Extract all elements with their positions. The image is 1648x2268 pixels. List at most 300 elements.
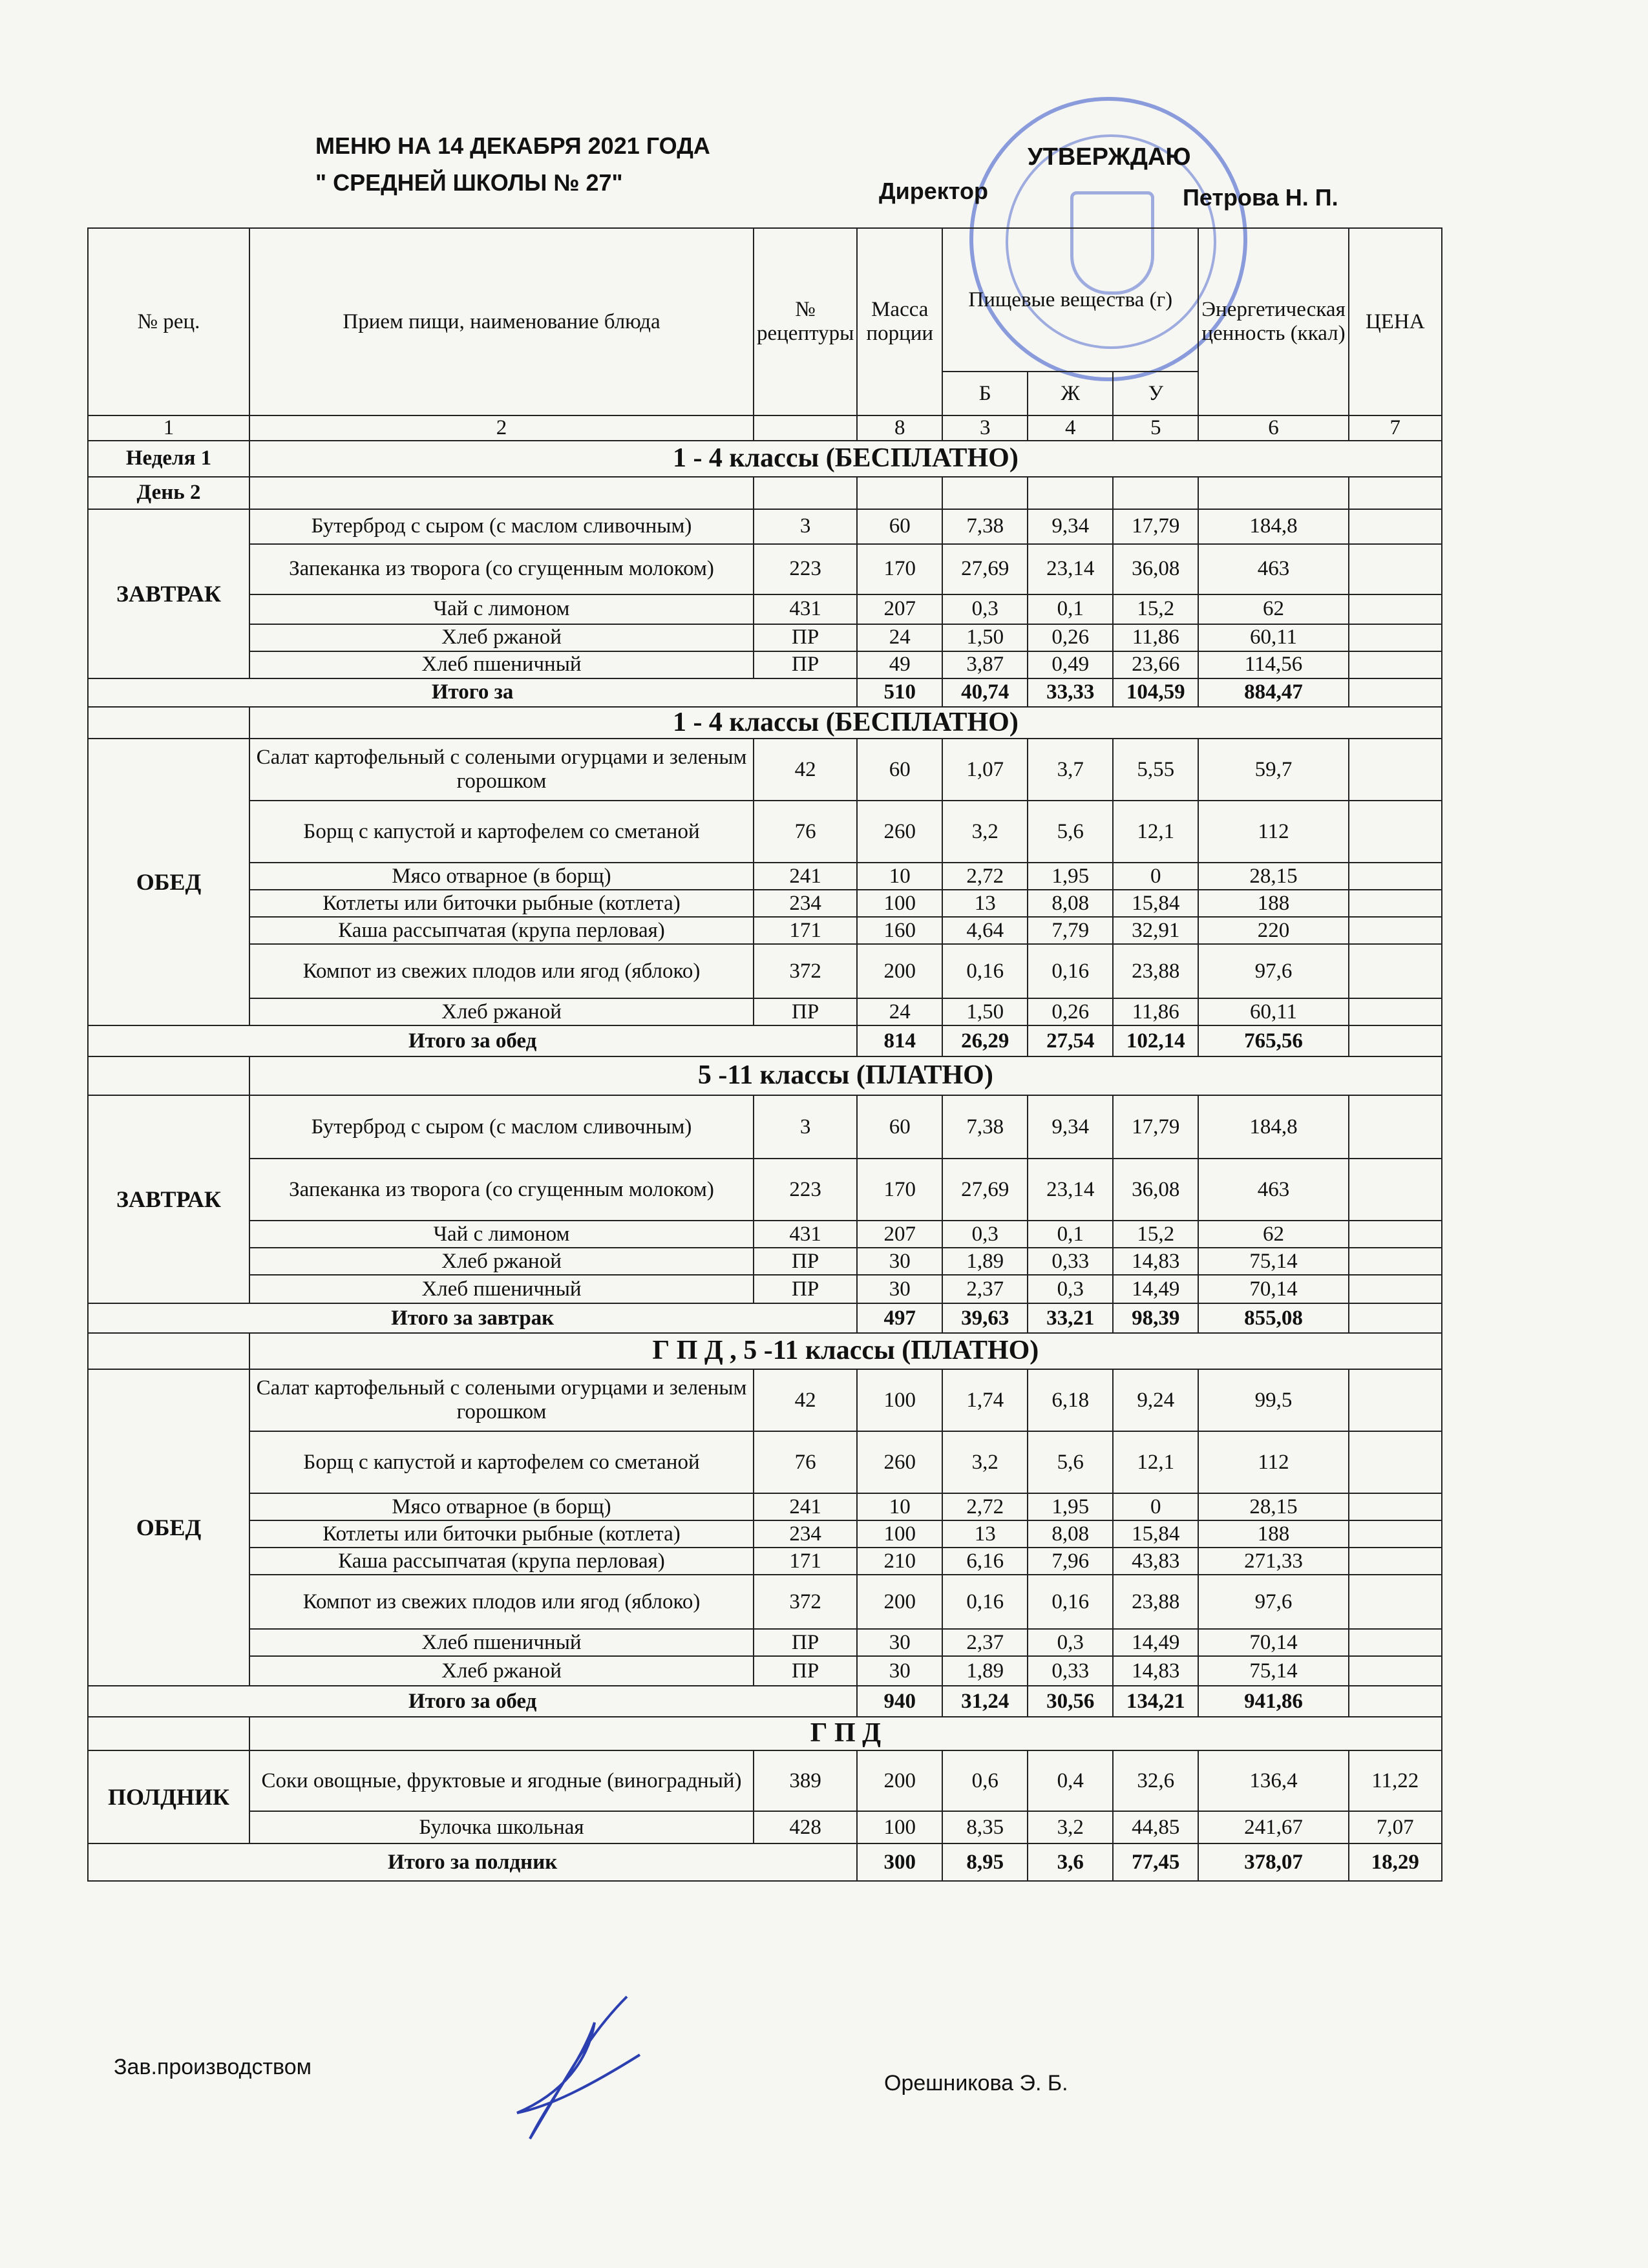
day-label: День 2: [88, 477, 249, 509]
fat-value: 3,2: [1028, 1811, 1113, 1843]
fat-value: 23,14: [1028, 544, 1113, 594]
dish-name: Котлеты или биточки рыбные (котлета): [249, 1520, 754, 1548]
kcal-value: 70,14: [1198, 1629, 1349, 1656]
fat-value: 1,95: [1028, 1493, 1113, 1520]
section-spacer: [88, 1333, 249, 1369]
price-value: [1349, 890, 1442, 917]
carb-value: 23,66: [1113, 651, 1198, 678]
mass-value: 200: [857, 1575, 942, 1629]
price-value: [1349, 1248, 1442, 1275]
table-row: [88, 944, 1442, 998]
section-spacer: [88, 1717, 249, 1750]
protein-value: 27,69: [942, 1159, 1028, 1221]
table-row: [88, 1095, 1442, 1159]
menu-table-body: [88, 228, 1442, 1881]
mass-value: 210: [857, 1548, 942, 1575]
dish-name: Котлеты или биточки рыбные (котлета): [249, 890, 754, 917]
dish-name: Каша рассыпчатая (крупа перловая): [249, 917, 754, 944]
total-mass: 300: [857, 1843, 942, 1881]
table-row: [88, 1493, 1442, 1520]
col-price: ЦЕНА: [1349, 228, 1442, 415]
kcal-value: 28,15: [1198, 1493, 1349, 1520]
mass-value: 10: [857, 863, 942, 890]
meal-label: ОБЕД: [88, 739, 249, 1025]
dish-name: Салат картофельный с солеными огурцами и зеленым горошком: [249, 739, 754, 801]
mass-value: 100: [857, 1520, 942, 1548]
kcal-value: 60,11: [1198, 624, 1349, 651]
fat-value: 0,26: [1028, 624, 1113, 651]
dish-name: Хлеб ржаной: [249, 1656, 754, 1686]
recipe-number: 42: [754, 1369, 857, 1431]
fat-value: 9,34: [1028, 1095, 1113, 1159]
mass-value: 170: [857, 1159, 942, 1221]
carb-value: 17,79: [1113, 509, 1198, 544]
empty-cell: [1349, 477, 1442, 509]
total-protein: 39,63: [942, 1303, 1028, 1333]
section-spacer: [88, 1056, 249, 1095]
mass-value: 60: [857, 509, 942, 544]
total-carb: 104,59: [1113, 678, 1198, 707]
dish-name: Мясо отварное (в борщ): [249, 863, 754, 890]
col-index: 3: [942, 415, 1028, 441]
kcal-value: 99,5: [1198, 1369, 1349, 1431]
protein-value: 13: [942, 890, 1028, 917]
total-fat: 27,54: [1028, 1025, 1113, 1056]
dish-name: Салат картофельный с солеными огурцами и зеленым горошком: [249, 1369, 754, 1431]
table-row: [88, 544, 1442, 594]
fat-value: 5,6: [1028, 1431, 1113, 1493]
dish-name: Компот из свежих плодов или ягод (яблоко): [249, 1575, 754, 1629]
dish-name: Чай с лимоном: [249, 1221, 754, 1248]
dish-name: Чай с лимоном: [249, 594, 754, 624]
mass-value: 100: [857, 1811, 942, 1843]
carb-value: 14,49: [1113, 1629, 1198, 1656]
total-label: Итого за обед: [88, 1025, 857, 1056]
price-value: [1349, 509, 1442, 544]
total-carb: 134,21: [1113, 1686, 1198, 1717]
col-index: 7: [1349, 415, 1442, 441]
carb-value: 9,24: [1113, 1369, 1198, 1431]
mass-value: 260: [857, 801, 942, 863]
carb-value: 11,86: [1113, 998, 1198, 1025]
col-recipe-number: № рецептуры: [754, 228, 857, 415]
dish-name: Хлеб ржаной: [249, 624, 754, 651]
kcal-value: 60,11: [1198, 998, 1349, 1025]
director-name: Петрова Н. П.: [1183, 184, 1338, 211]
carb-value: 12,1: [1113, 801, 1198, 863]
table-row: [88, 594, 1442, 624]
mass-value: 24: [857, 624, 942, 651]
table-row: [88, 624, 1442, 651]
price-value: 11,22: [1349, 1750, 1442, 1811]
carb-value: 0: [1113, 1493, 1198, 1520]
col-nutrients: Пищевые вещества (г): [942, 228, 1198, 372]
recipe-number: 76: [754, 801, 857, 863]
kcal-value: 463: [1198, 544, 1349, 594]
price-value: 7,07: [1349, 1811, 1442, 1843]
table-row: [88, 1629, 1442, 1656]
carb-value: 5,55: [1113, 739, 1198, 801]
fat-value: 0,1: [1028, 1221, 1113, 1248]
total-carb: 77,45: [1113, 1843, 1198, 1881]
recipe-number: 389: [754, 1750, 857, 1811]
dish-name: Мясо отварное (в борщ): [249, 1493, 754, 1520]
recipe-number: 241: [754, 863, 857, 890]
dish-name: Борщ с капустой и картофелем со сметаной: [249, 1431, 754, 1493]
price-value: [1349, 944, 1442, 998]
protein-value: 13: [942, 1520, 1028, 1548]
fat-value: 0,3: [1028, 1275, 1113, 1303]
price-value: [1349, 594, 1442, 624]
fat-value: 9,34: [1028, 509, 1113, 544]
table-row: [88, 1275, 1442, 1303]
dish-name: Хлеб пшеничный: [249, 651, 754, 678]
carb-value: 15,2: [1113, 594, 1198, 624]
total-label: Итого за обед: [88, 1686, 857, 1717]
price-value: [1349, 1275, 1442, 1303]
protein-value: 2,72: [942, 863, 1028, 890]
protein-value: 1,89: [942, 1248, 1028, 1275]
recipe-number: 428: [754, 1811, 857, 1843]
col-index: 8: [857, 415, 942, 441]
recipe-number: 372: [754, 1575, 857, 1629]
kcal-value: 184,8: [1198, 1095, 1349, 1159]
dish-name: Хлеб пшеничный: [249, 1275, 754, 1303]
table-row: [88, 1575, 1442, 1629]
menu-title: МЕНЮ НА 14 ДЕКАБРЯ 2021 ГОДА: [315, 132, 710, 159]
approve-label: УТВЕРЖДАЮ: [1028, 143, 1191, 171]
fat-value: 7,79: [1028, 917, 1113, 944]
carb-value: 44,85: [1113, 1811, 1198, 1843]
col-index: 4: [1028, 415, 1113, 441]
kcal-value: 114,56: [1198, 651, 1349, 678]
fat-value: 0,33: [1028, 1248, 1113, 1275]
carb-value: 15,84: [1113, 890, 1198, 917]
recipe-number: 3: [754, 1095, 857, 1159]
mass-value: 49: [857, 651, 942, 678]
table-row: [88, 863, 1442, 890]
fat-value: 8,08: [1028, 890, 1113, 917]
fat-value: 1,95: [1028, 863, 1113, 890]
protein-value: 6,16: [942, 1548, 1028, 1575]
dish-name: Булочка школьная: [249, 1811, 754, 1843]
total-label: Итого за: [88, 678, 857, 707]
mass-value: 160: [857, 917, 942, 944]
director-label: Директор: [879, 178, 988, 204]
kcal-value: 59,7: [1198, 739, 1349, 801]
protein-value: 0,3: [942, 1221, 1028, 1248]
total-row: [88, 678, 1442, 707]
price-value: [1349, 1095, 1442, 1159]
total-carb: 98,39: [1113, 1303, 1198, 1333]
total-carb: 102,14: [1113, 1025, 1198, 1056]
price-value: [1349, 1548, 1442, 1575]
col-index: 5: [1113, 415, 1198, 441]
protein-value: 3,87: [942, 651, 1028, 678]
recipe-number: 223: [754, 544, 857, 594]
total-fat: 30,56: [1028, 1686, 1113, 1717]
fat-value: 3,7: [1028, 739, 1113, 801]
mass-value: 260: [857, 1431, 942, 1493]
dish-name: Бутерброд с сыром (с маслом сливочным): [249, 1095, 754, 1159]
price-value: [1349, 863, 1442, 890]
dish-name: Хлеб ржаной: [249, 1248, 754, 1275]
col-proteins: Б: [942, 372, 1028, 415]
col-index: 6: [1198, 415, 1349, 441]
total-price: [1349, 1686, 1442, 1717]
fat-value: 0,49: [1028, 651, 1113, 678]
total-protein: 31,24: [942, 1686, 1028, 1717]
protein-value: 1,07: [942, 739, 1028, 801]
total-fat: 33,33: [1028, 678, 1113, 707]
protein-value: 1,50: [942, 998, 1028, 1025]
fat-value: 0,33: [1028, 1656, 1113, 1686]
price-value: [1349, 1221, 1442, 1248]
table-row: [88, 917, 1442, 944]
recipe-number: 241: [754, 1493, 857, 1520]
carb-value: 11,86: [1113, 624, 1198, 651]
table-row: [88, 1520, 1442, 1548]
kcal-value: 62: [1198, 594, 1349, 624]
total-mass: 497: [857, 1303, 942, 1333]
recipe-number: 3: [754, 509, 857, 544]
empty-cell: [249, 477, 754, 509]
empty-cell: [1113, 477, 1198, 509]
kcal-value: 75,14: [1198, 1656, 1349, 1686]
table-row: [88, 1431, 1442, 1493]
carb-value: 36,08: [1113, 1159, 1198, 1221]
kcal-value: 188: [1198, 890, 1349, 917]
fat-value: 0,26: [1028, 998, 1113, 1025]
kcal-value: 220: [1198, 917, 1349, 944]
recipe-number: 42: [754, 739, 857, 801]
table-row: [88, 1159, 1442, 1221]
col-rec-number: № рец.: [88, 228, 249, 415]
recipe-number: 76: [754, 1431, 857, 1493]
signature: [491, 1984, 659, 2152]
kcal-value: 188: [1198, 1520, 1349, 1548]
week-label: Неделя 1: [88, 441, 249, 477]
col-index: 1: [88, 415, 249, 441]
table-row: [88, 739, 1442, 801]
meal-label: ПОЛДНИК: [88, 1750, 249, 1843]
meal-label: ОБЕД: [88, 1369, 249, 1686]
protein-value: 3,2: [942, 1431, 1028, 1493]
price-value: [1349, 801, 1442, 863]
section-title: 1 - 4 классы (БЕСПЛАТНО): [249, 441, 1442, 477]
section-title: Г П Д , 5 -11 классы (ПЛАТНО): [249, 1333, 1442, 1369]
total-kcal: 884,47: [1198, 678, 1349, 707]
protein-value: 2,37: [942, 1629, 1028, 1656]
dish-name: Хлеб пшеничный: [249, 1629, 754, 1656]
mass-value: 100: [857, 1369, 942, 1431]
recipe-number: ПР: [754, 1275, 857, 1303]
col-mass: Масса порции: [857, 228, 942, 415]
section-title: 5 -11 классы (ПЛАТНО): [249, 1056, 1442, 1095]
table-row: [88, 509, 1442, 544]
col-index: [754, 415, 857, 441]
kcal-value: 62: [1198, 1221, 1349, 1248]
fat-value: 5,6: [1028, 801, 1113, 863]
carb-value: 15,2: [1113, 1221, 1198, 1248]
mass-value: 30: [857, 1275, 942, 1303]
table-row: [88, 1221, 1442, 1248]
kcal-value: 112: [1198, 801, 1349, 863]
protein-value: 0,16: [942, 944, 1028, 998]
kcal-value: 97,6: [1198, 1575, 1349, 1629]
price-value: [1349, 739, 1442, 801]
col-energy: Энергетическая ценность (ккал): [1198, 228, 1349, 415]
table-row: [88, 1750, 1442, 1811]
kcal-value: 97,6: [1198, 944, 1349, 998]
dish-name: Хлеб ржаной: [249, 998, 754, 1025]
total-kcal: 378,07: [1198, 1843, 1349, 1881]
empty-cell: [942, 477, 1028, 509]
carb-value: 0: [1113, 863, 1198, 890]
price-value: [1349, 624, 1442, 651]
production-head-name: Орешникова Э. Б.: [884, 2071, 1068, 2095]
empty-cell: [857, 477, 942, 509]
price-value: [1349, 917, 1442, 944]
price-value: [1349, 544, 1442, 594]
total-row: [88, 1303, 1442, 1333]
total-row: [88, 1686, 1442, 1717]
protein-value: 1,74: [942, 1369, 1028, 1431]
mass-value: 30: [857, 1248, 942, 1275]
empty-cell: [754, 477, 857, 509]
kcal-value: 136,4: [1198, 1750, 1349, 1811]
kcal-value: 184,8: [1198, 509, 1349, 544]
dish-name: Соки овощные, фруктовые и ягодные (виноградный): [249, 1750, 754, 1811]
mass-value: 207: [857, 1221, 942, 1248]
price-value: [1349, 1369, 1442, 1431]
total-price: 18,29: [1349, 1843, 1442, 1881]
fat-value: 8,08: [1028, 1520, 1113, 1548]
carb-value: 14,83: [1113, 1248, 1198, 1275]
fat-value: 23,14: [1028, 1159, 1113, 1221]
total-label: Итого за завтрак: [88, 1303, 857, 1333]
total-mass: 814: [857, 1025, 942, 1056]
fat-value: 0,4: [1028, 1750, 1113, 1811]
recipe-number: 223: [754, 1159, 857, 1221]
carb-value: 36,08: [1113, 544, 1198, 594]
table-row: [88, 651, 1442, 678]
carb-value: 14,49: [1113, 1275, 1198, 1303]
fat-value: 7,96: [1028, 1548, 1113, 1575]
recipe-number: 234: [754, 890, 857, 917]
total-fat: 33,21: [1028, 1303, 1113, 1333]
carb-value: 23,88: [1113, 944, 1198, 998]
carb-value: 23,88: [1113, 1575, 1198, 1629]
mass-value: 100: [857, 890, 942, 917]
total-label: Итого за полдник: [88, 1843, 857, 1881]
meal-label: ЗАВТРАК: [88, 1095, 249, 1303]
carb-value: 32,91: [1113, 917, 1198, 944]
section-title: Г П Д: [249, 1717, 1442, 1750]
kcal-value: 241,67: [1198, 1811, 1349, 1843]
total-protein: 26,29: [942, 1025, 1028, 1056]
total-kcal: 765,56: [1198, 1025, 1349, 1056]
production-head-label: Зав.производством: [114, 2055, 312, 2079]
total-protein: 40,74: [942, 678, 1028, 707]
dish-name: Компот из свежих плодов или ягод (яблоко): [249, 944, 754, 998]
total-price: [1349, 1025, 1442, 1056]
total-kcal: 941,86: [1198, 1686, 1349, 1717]
price-value: [1349, 1575, 1442, 1629]
protein-value: 2,37: [942, 1275, 1028, 1303]
table-row: [88, 801, 1442, 863]
kcal-value: 271,33: [1198, 1548, 1349, 1575]
meal-label: ЗАВТРАК: [88, 509, 249, 678]
total-kcal: 855,08: [1198, 1303, 1349, 1333]
col-index: 2: [249, 415, 754, 441]
price-value: [1349, 1520, 1442, 1548]
table-row: [88, 1656, 1442, 1686]
price-value: [1349, 1656, 1442, 1686]
mass-value: 60: [857, 739, 942, 801]
col-carbs: У: [1113, 372, 1198, 415]
dish-name: Запеканка из творога (со сгущенным молоком): [249, 544, 754, 594]
col-fats: Ж: [1028, 372, 1113, 415]
recipe-number: ПР: [754, 1248, 857, 1275]
empty-cell: [1198, 477, 1349, 509]
protein-value: 2,72: [942, 1493, 1028, 1520]
mass-value: 60: [857, 1095, 942, 1159]
table-row: [88, 1548, 1442, 1575]
total-row: [88, 1025, 1442, 1056]
fat-value: 0,16: [1028, 944, 1113, 998]
total-mass: 940: [857, 1686, 942, 1717]
protein-value: 0,3: [942, 594, 1028, 624]
protein-value: 3,2: [942, 801, 1028, 863]
table-row: [88, 1248, 1442, 1275]
dish-name: Каша рассыпчатая (крупа перловая): [249, 1548, 754, 1575]
recipe-number: 171: [754, 917, 857, 944]
price-value: [1349, 1159, 1442, 1221]
recipe-number: 431: [754, 594, 857, 624]
dish-name: Запеканка из творога (со сгущенным молоком): [249, 1159, 754, 1221]
carb-value: 14,83: [1113, 1656, 1198, 1686]
carb-value: 12,1: [1113, 1431, 1198, 1493]
price-value: [1349, 1493, 1442, 1520]
section-spacer: [88, 707, 249, 739]
table-row: [88, 890, 1442, 917]
table-row: [88, 1811, 1442, 1843]
kcal-value: 70,14: [1198, 1275, 1349, 1303]
price-value: [1349, 1629, 1442, 1656]
table-row: [88, 1369, 1442, 1431]
recipe-number: ПР: [754, 1629, 857, 1656]
fat-value: 6,18: [1028, 1369, 1113, 1431]
protein-value: 0,16: [942, 1575, 1028, 1629]
protein-value: 4,64: [942, 917, 1028, 944]
recipe-number: ПР: [754, 998, 857, 1025]
protein-value: 7,38: [942, 1095, 1028, 1159]
recipe-number: ПР: [754, 624, 857, 651]
table-row: [88, 998, 1442, 1025]
kcal-value: 112: [1198, 1431, 1349, 1493]
recipe-number: 431: [754, 1221, 857, 1248]
total-price: [1349, 1303, 1442, 1333]
kcal-value: 28,15: [1198, 863, 1349, 890]
carb-value: 43,83: [1113, 1548, 1198, 1575]
total-row: [88, 1843, 1442, 1881]
fat-value: 0,16: [1028, 1575, 1113, 1629]
kcal-value: 75,14: [1198, 1248, 1349, 1275]
protein-value: 0,6: [942, 1750, 1028, 1811]
recipe-number: 234: [754, 1520, 857, 1548]
mass-value: 200: [857, 1750, 942, 1811]
